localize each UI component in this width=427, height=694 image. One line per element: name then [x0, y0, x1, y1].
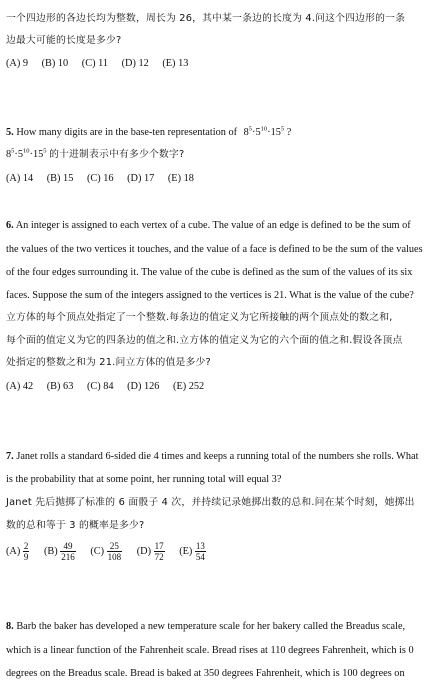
q4-choice-b: (B) 10 [41, 58, 69, 69]
q8-text-en-3: degrees on the Breadus scale. Bread is baked at 350 degrees Fahrenheit, which is 100 degrees on [6, 668, 405, 679]
q7-choices [6, 540, 421, 564]
q7-choice-a: (A) $\frac{2}{9}$ [6, 541, 29, 563]
q4-text-line-1: 一个四边形的各边长均为整数，周长为 26，其中某一条边的长度为 4.问这个四边形的一条 [6, 13, 406, 24]
q7-text-cn-2: 数的总和等于 3 的概率是多少? [6, 520, 145, 531]
q6-choices [6, 380, 421, 394]
q5-choice-d: (D) 17 [127, 173, 155, 184]
q5-expression-cn: $8^5\cdot 5^{10}\cdot 15^5$ [6, 147, 47, 160]
q6-choice-a: (A) 42 [6, 381, 34, 392]
q5-question-en: How many digits are in the base-ten representation of [16, 127, 238, 138]
q7-choice-b: (B) $\frac{49}{216}$ [43, 541, 75, 563]
q4-choice-c: (C) 11 [81, 58, 109, 69]
q6-choice-b: (B) 63 [46, 381, 74, 392]
q5-choices [6, 172, 421, 186]
q6-number: 6. [6, 220, 14, 231]
q7-choice-e-fraction: $\frac{13}{54}$ [195, 541, 205, 563]
q4-choice-d: (D) 12 [121, 58, 149, 69]
q6-choice-d: (D) 126 [127, 381, 160, 392]
q5-choice-b: (B) 15 [46, 173, 74, 184]
q8-text-en-2: which is a linear function of the Fahrenheit scale. Bread rises at 110 degrees Fahrenheit, which is 0 [6, 645, 414, 656]
q7-choice-c-fraction: $\frac{25}{108}$ [107, 541, 122, 563]
q8-text-en-1: 8. Barb the baker has developed a new temperature scale for her bakery called the Breadus scale, [6, 621, 406, 632]
q7-number: 7. [6, 451, 14, 462]
q5-text-en: 5. How many digits are in the base-ten representation of $8^5\cdot 5^{10}\cdot 15^5$ ? [6, 125, 292, 138]
q5-choice-c: (C) 16 [86, 173, 114, 184]
q7-choice-d: (D) $\frac{17}{72}$ [136, 541, 164, 563]
q7-choice-d-fraction: $\frac{17}{72}$ [154, 541, 164, 563]
q7-choice-b-fraction: $\frac{49}{216}$ [61, 541, 75, 563]
q4-choices [6, 57, 421, 71]
q7-text-en-1: 7. Janet rolls a standard 6-sided die 4 times and keeps a running total of the numbers she rolls. What [6, 451, 419, 462]
q5-number: 5. [6, 127, 14, 138]
q6-text-cn-3: 处指定的整数之和为 21.问立方体的值是多少? [6, 357, 211, 368]
q6-choice-e: (E) 252 [173, 381, 205, 392]
q6-text-cn-2: 每个面的值定义为它的四条边的值之和.立方体的值定义为它的六个面的值之和.假设各顶点 [6, 335, 403, 346]
q4-choice-a: (A) 9 [6, 58, 29, 69]
q5-question-cn: 的十进制表示中有多少个数字? [49, 149, 185, 160]
q5-choice-a: (A) 14 [6, 173, 34, 184]
q5-expression: $8^5\cdot 5^{10}\cdot 15^5$ [243, 125, 285, 138]
q6-text-en-2: the values of the two vertices it touches, and the value of a face is defined to be the sum of the values [6, 244, 423, 255]
q7-choice-e: (E) $\frac{13}{54}$ [179, 541, 205, 563]
q4-text-line-2: 边最大可能的长度是多少? [6, 35, 122, 46]
q7-text-en-2: is the probability that at some point, her running total will equal 3? [6, 474, 282, 485]
q6-text-en-1: 6. An integer is assigned to each vertex of a cube. The value of an edge is defined to be the sum of [6, 220, 411, 231]
q6-text-en-3: of the four edges surrounding it. The value of the cube is defined as the sum of the values of its six [6, 267, 413, 278]
q5-text-cn [6, 148, 421, 162]
q7-choice-a-fraction: $\frac{2}{9}$ [23, 541, 29, 563]
q7-text-cn-1: Janet 先后抛掷了标准的 6 面骰子 4 次，并持续记录她掷出数的总和.问在某个时刻，她掷出 [6, 497, 415, 508]
q6-choice-c: (C) 84 [86, 381, 114, 392]
q5-choice-e: (E) 18 [167, 173, 194, 184]
q8-number: 8. [6, 621, 14, 632]
q6-text-cn-1: 立方体的每个顶点处指定了一个整数.每条边的值定义为它所接触的两个顶点处的数之和, [6, 312, 393, 323]
q7-choice-c: (C) $\frac{25}{108}$ [90, 541, 122, 563]
q4-choice-e: (E) 13 [162, 58, 189, 69]
q6-text-en-4: faces. Suppose the sum of the integers assigned to the vertices is 21. What is the value of the cube? [6, 290, 414, 301]
